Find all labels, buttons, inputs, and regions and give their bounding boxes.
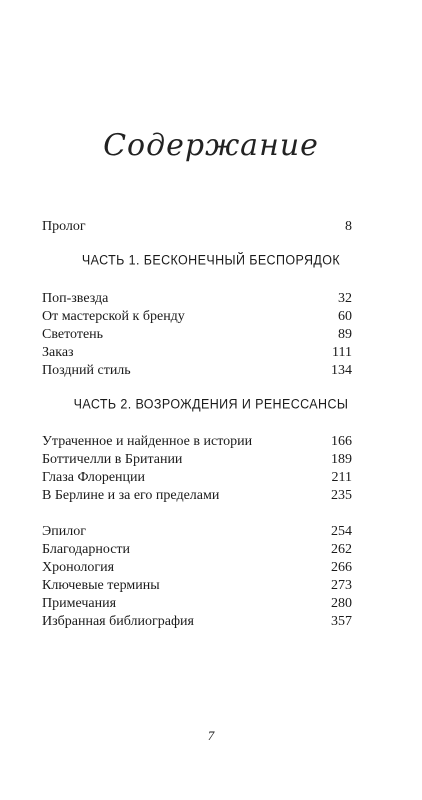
- toc-entry-label: Пролог: [42, 219, 86, 234]
- toc-entry-page: 254: [331, 524, 352, 539]
- toc-entry-page: 357: [331, 614, 352, 629]
- toc-entry: [42, 343, 352, 363]
- toc-entry-label: Хронология: [42, 560, 115, 575]
- toc-entry-page: 211: [331, 470, 352, 485]
- toc-entry: [42, 612, 352, 632]
- toc-entry-page: 8: [345, 219, 352, 234]
- toc-entry-page: 111: [332, 345, 352, 360]
- toc-entry-page: 60: [338, 309, 352, 324]
- toc-entry-label: В Берлине и за его пределами: [42, 488, 220, 503]
- toc-entry-label: Благодарности: [42, 542, 131, 557]
- toc-entry: [42, 361, 352, 381]
- toc-entry-page: 273: [331, 578, 352, 593]
- page-number: 7: [207, 728, 215, 743]
- toc-entry-label: Глаза Флоренции: [42, 470, 146, 485]
- toc-entry: [42, 486, 352, 506]
- part-2-heading: ЧАСТЬ 2. ВОЗРОЖДЕНИЯ И РЕНЕССАНСЫ: [73, 396, 349, 412]
- toc-entry: [42, 540, 352, 560]
- toc-entry-page: 134: [331, 363, 352, 378]
- toc-entry-label: Эпилог: [42, 524, 86, 539]
- toc-entry-label: Заказ: [42, 345, 74, 360]
- toc-entry: [42, 594, 352, 614]
- toc-entry-page: 235: [331, 488, 352, 503]
- toc-entry-label: Светотень: [42, 327, 104, 342]
- toc-entry-page: 280: [331, 596, 352, 611]
- toc-entry: [42, 289, 352, 309]
- toc-entry: [42, 325, 352, 345]
- toc-entry: [42, 450, 352, 470]
- toc-entry-label: Поп-звезда: [42, 291, 109, 306]
- toc-entry-page: 266: [331, 560, 352, 575]
- toc-entry-label: Избранная библиография: [42, 614, 194, 629]
- toc-entry: [42, 558, 352, 578]
- toc-entry: [42, 468, 352, 488]
- toc-entry-label: Ключевые термины: [42, 578, 160, 593]
- toc-entry: [42, 432, 352, 452]
- toc-entry-page: 166: [331, 434, 352, 449]
- part-1-heading: ЧАСТЬ 1. БЕСКОНЕЧНЫЙ БЕСПОРЯДОК: [81, 252, 341, 268]
- toc-entry: [42, 307, 352, 327]
- page-title: Содержание: [103, 128, 319, 163]
- toc-entry-label: Утраченное и найденное в истории: [42, 434, 253, 449]
- toc-entry-page: 262: [331, 542, 352, 557]
- toc-entry-page: 32: [338, 291, 352, 306]
- toc-entry-label: От мастерской к бренду: [42, 309, 185, 324]
- toc-entry-label: Примечания: [42, 596, 117, 611]
- toc-entry-page: 189: [331, 452, 352, 467]
- toc-entry-prologue: [42, 217, 352, 237]
- toc-entry: [42, 522, 352, 542]
- toc-entry-label: Боттичелли в Британии: [42, 452, 183, 467]
- toc-entry-label: Поздний стиль: [42, 363, 131, 378]
- toc-entry-page: 89: [338, 327, 352, 342]
- toc-entry: [42, 576, 352, 596]
